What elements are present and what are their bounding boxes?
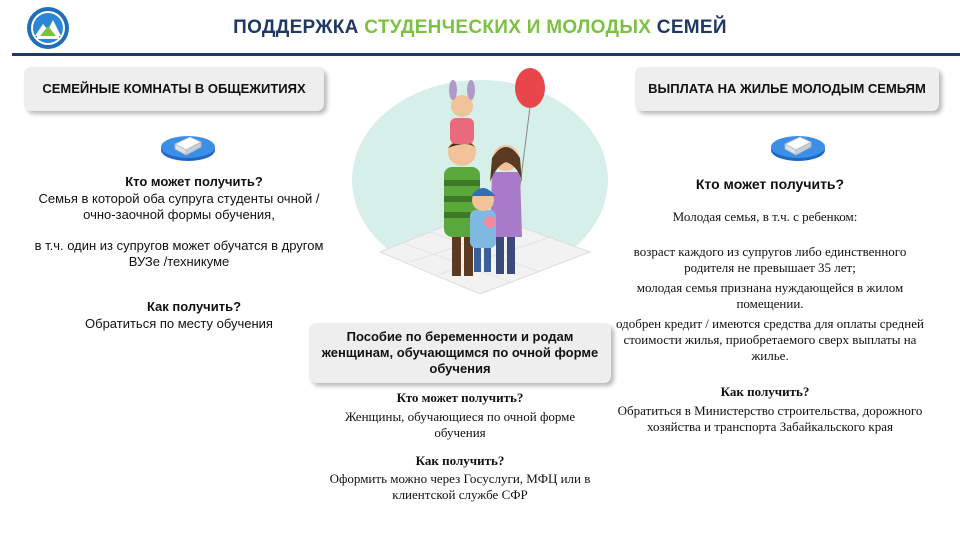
center-how-title: Как получить? xyxy=(415,453,505,468)
center-who-text: Женщины, обучающиеся по очной форме обучения xyxy=(344,409,576,440)
left-who-title: Кто может получить? xyxy=(125,174,263,189)
center-how-text: Оформить можно через Госуслуги, МФЦ или в клиентской службе СФР xyxy=(329,471,591,502)
right-intro: Молодая семья, в т.ч. с ребенком: xyxy=(672,209,858,224)
right-condition-3: одобрен кредит / имеются средства для оплаты средней стоимости жилья, приобретаемого сверх выплаты на жилье. xyxy=(616,316,924,363)
left-who-text-2: в т.ч. один из супругов может обучатся в другом ВУЗе /техникуме xyxy=(34,238,324,269)
right-how-text: Обратиться в Министерство строительства, дорожного хозяйства и транспорта Забайкальского края xyxy=(617,403,923,434)
family-rooms-title: СЕМЕЙНЫЕ КОМНАТЫ В ОБЩЕЖИТИЯХ xyxy=(42,81,306,96)
right-condition-1: возраст каждого из супругов либо единственного родителя не превышает 35 лет; xyxy=(633,244,907,275)
page-title: ПОДДЕРЖКА СТУДЕНЧЕСКИХ И МОЛОДЫХ СЕМЕЙ xyxy=(233,17,727,38)
family-illustration-icon xyxy=(350,62,610,294)
housing-payment-card xyxy=(635,67,939,111)
maternity-benefit-title: Пособие по беременности и родам женщинам, обучающимся по очной форме обучения xyxy=(321,329,599,376)
center-who-title: Кто может получить? xyxy=(396,390,524,405)
left-how-title: Как получить? xyxy=(146,299,242,314)
left-how-text: Обратиться по месту обучения xyxy=(85,316,273,331)
right-condition-2: молодая семья признана нуждающейся в жилом помещении. xyxy=(636,280,904,311)
family-rooms-card xyxy=(24,67,324,111)
title-divider xyxy=(12,53,960,56)
right-who-title: Кто может получить? xyxy=(695,176,845,192)
right-how-title: Как получить? xyxy=(720,384,810,399)
building-icon xyxy=(160,124,216,164)
left-who-text: Семья в которой оба супруга студенты очной / очно-заочной формы обучения, xyxy=(38,191,320,222)
building-icon xyxy=(770,124,826,164)
maternity-benefit-card xyxy=(309,323,611,383)
housing-payment-title: ВЫПЛАТА НА ЖИЛЬЕ МОЛОДЫМ СЕМЬЯМ xyxy=(648,81,926,96)
